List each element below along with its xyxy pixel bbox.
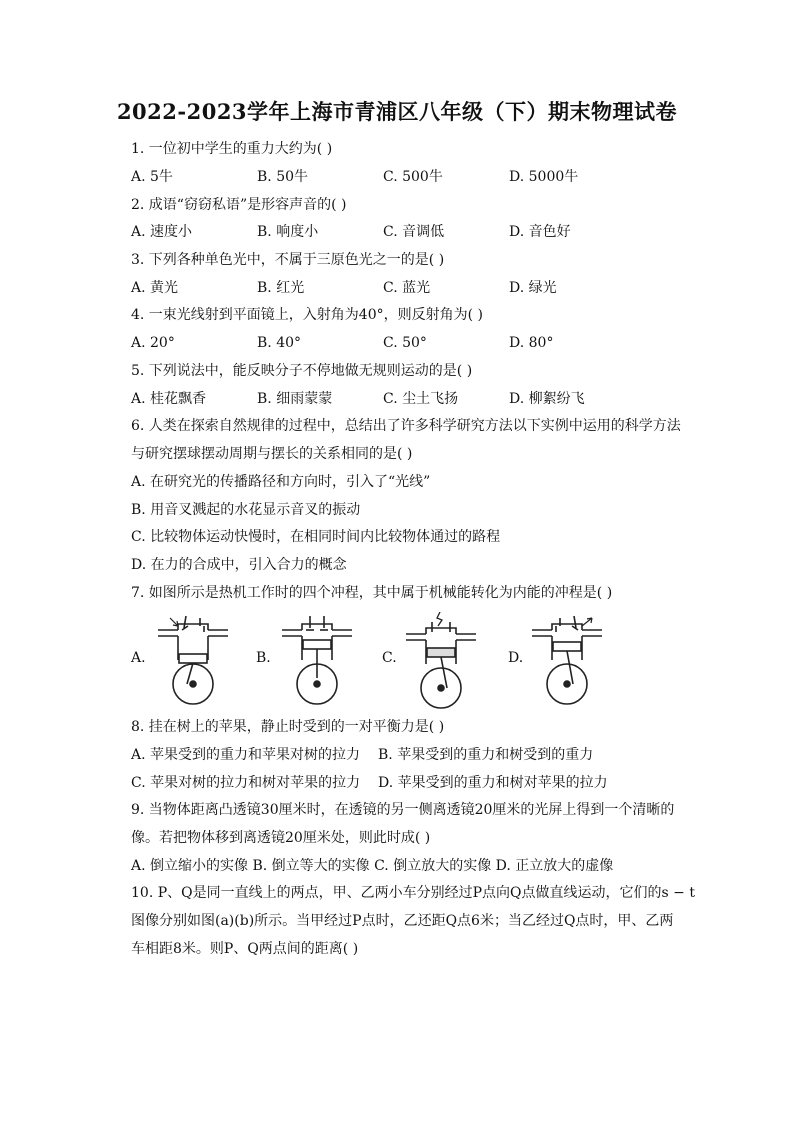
q5-option-b: B. 细雨蒙蒙 <box>257 391 333 407</box>
q9-options: A. 倒立缩小的实像 B. 倒立等大的实像 C. 倒立放大的实像 D. 正立放大的虚像 <box>131 858 614 874</box>
q2-option-b: B. 响度小 <box>257 224 319 240</box>
q8-option-c: C. 苹果对树的拉力和树对苹果的拉力 <box>131 775 361 791</box>
engine-diagram-c <box>404 612 478 712</box>
q6-option-c: C. 比较物体运动快慢时，在相同时间内比较物体通过的路程 <box>131 529 501 545</box>
q10-line1: 10. P、Q是同一直线上的两点，甲、乙两小车分别经过P点向Q点做直线运动，它们的s − t <box>131 885 695 901</box>
q6-option-a: A. 在研究光的传播路径和方向时，引入了“光线” <box>131 474 431 490</box>
q1-option-b: B. 50牛 <box>257 169 309 185</box>
q5-option-a: A. 桂花飘香 <box>131 391 207 407</box>
q7-label-a: A. <box>131 650 146 666</box>
q8-stem: 8. 挂在树上的苹果，静止时受到的一对平衡力是( ) <box>131 719 445 735</box>
q7-label-c: C. <box>382 650 397 666</box>
q6-option-d: D. 在力的合成中，引入合力的概念 <box>131 557 347 573</box>
q2-option-c: C. 音调低 <box>383 224 445 240</box>
exam-title: 2022-2023学年上海市青浦区八年级（下）期末物理试卷 <box>116 99 678 124</box>
q1-option-a: A. 5牛 <box>131 169 173 185</box>
q10-line3: 车相距8米。则P、Q两点间的距离( ) <box>131 941 359 957</box>
q1-option-d: D. 5000牛 <box>509 169 579 185</box>
q8-option-d: D. 苹果受到的重力和树对苹果的拉力 <box>378 775 608 791</box>
q5-stem: 5. 下列说法中，能反映分子不停地做无规则运动的是( ) <box>131 363 473 379</box>
q2-option-d: D. 音色好 <box>509 224 571 240</box>
q4-option-b: B. 40° <box>257 335 302 351</box>
engine-diagram-a <box>156 612 230 708</box>
q4-option-a: A. 20° <box>131 335 175 351</box>
q1-stem: 1. 一位初中学生的重力大约为( ) <box>131 141 333 157</box>
q3-option-c: C. 蓝光 <box>383 280 431 296</box>
q7-label-b: B. <box>256 650 271 666</box>
q8-option-a: A. 苹果受到的重力和苹果对树的拉力 <box>131 747 361 763</box>
q9-stem-line1: 9. 当物体距离凸透镜30厘米时，在透镜的另一侧离透镜20厘米的光屏上得到一个清晰的 <box>131 802 675 818</box>
q6-stem-line1: 6. 人类在探索自然规律的过程中，总结出了许多科学研究方法以下实例中运用的科学方法 <box>131 418 681 434</box>
q3-option-a: A. 黄光 <box>131 280 179 296</box>
q3-option-b: B. 红光 <box>257 280 305 296</box>
engine-diagram-b <box>280 612 354 708</box>
q4-option-c: C. 50° <box>383 335 427 351</box>
q7-label-d: D. <box>508 650 524 666</box>
q2-option-a: A. 速度小 <box>131 224 193 240</box>
q3-stem: 3. 下列各种单色光中，不属于三原色光之一的是( ) <box>131 252 445 268</box>
q4-option-d: D. 80° <box>509 335 554 351</box>
q8-option-b: B. 苹果受到的重力和树受到的重力 <box>378 747 594 763</box>
q7-stem: 7. 如图所示是热机工作时的四个冲程，其中属于机械能转化为内能的冲程是( ) <box>131 585 613 601</box>
q2-stem: 2. 成语“窃窃私语”是形容声音的( ) <box>131 197 347 213</box>
q3-option-d: D. 绿光 <box>509 280 557 296</box>
q1-option-c: C. 500牛 <box>383 169 443 185</box>
q5-option-d: D. 柳絮纷飞 <box>509 391 585 407</box>
q6-option-b: B. 用音叉溅起的水花显示音叉的振动 <box>131 502 361 518</box>
q10-line2: 图像分别如图(a)(b)所示。当甲经过P点时，乙还距Q点6米；当乙经过Q点时，甲、乙两 <box>131 913 674 929</box>
q9-stem-line2: 像。若把物体移到离透镜20厘米处，则此时成( ) <box>131 830 431 846</box>
q5-option-c: C. 尘土飞扬 <box>383 391 459 407</box>
q6-stem-line2: 与研究摆球摆动周期与摆长的关系相同的是( ) <box>131 446 413 462</box>
engine-diagram-d <box>530 612 604 708</box>
q4-stem: 4. 一束光线射到平面镜上，入射角为40°，则反射角为( ) <box>131 307 483 323</box>
